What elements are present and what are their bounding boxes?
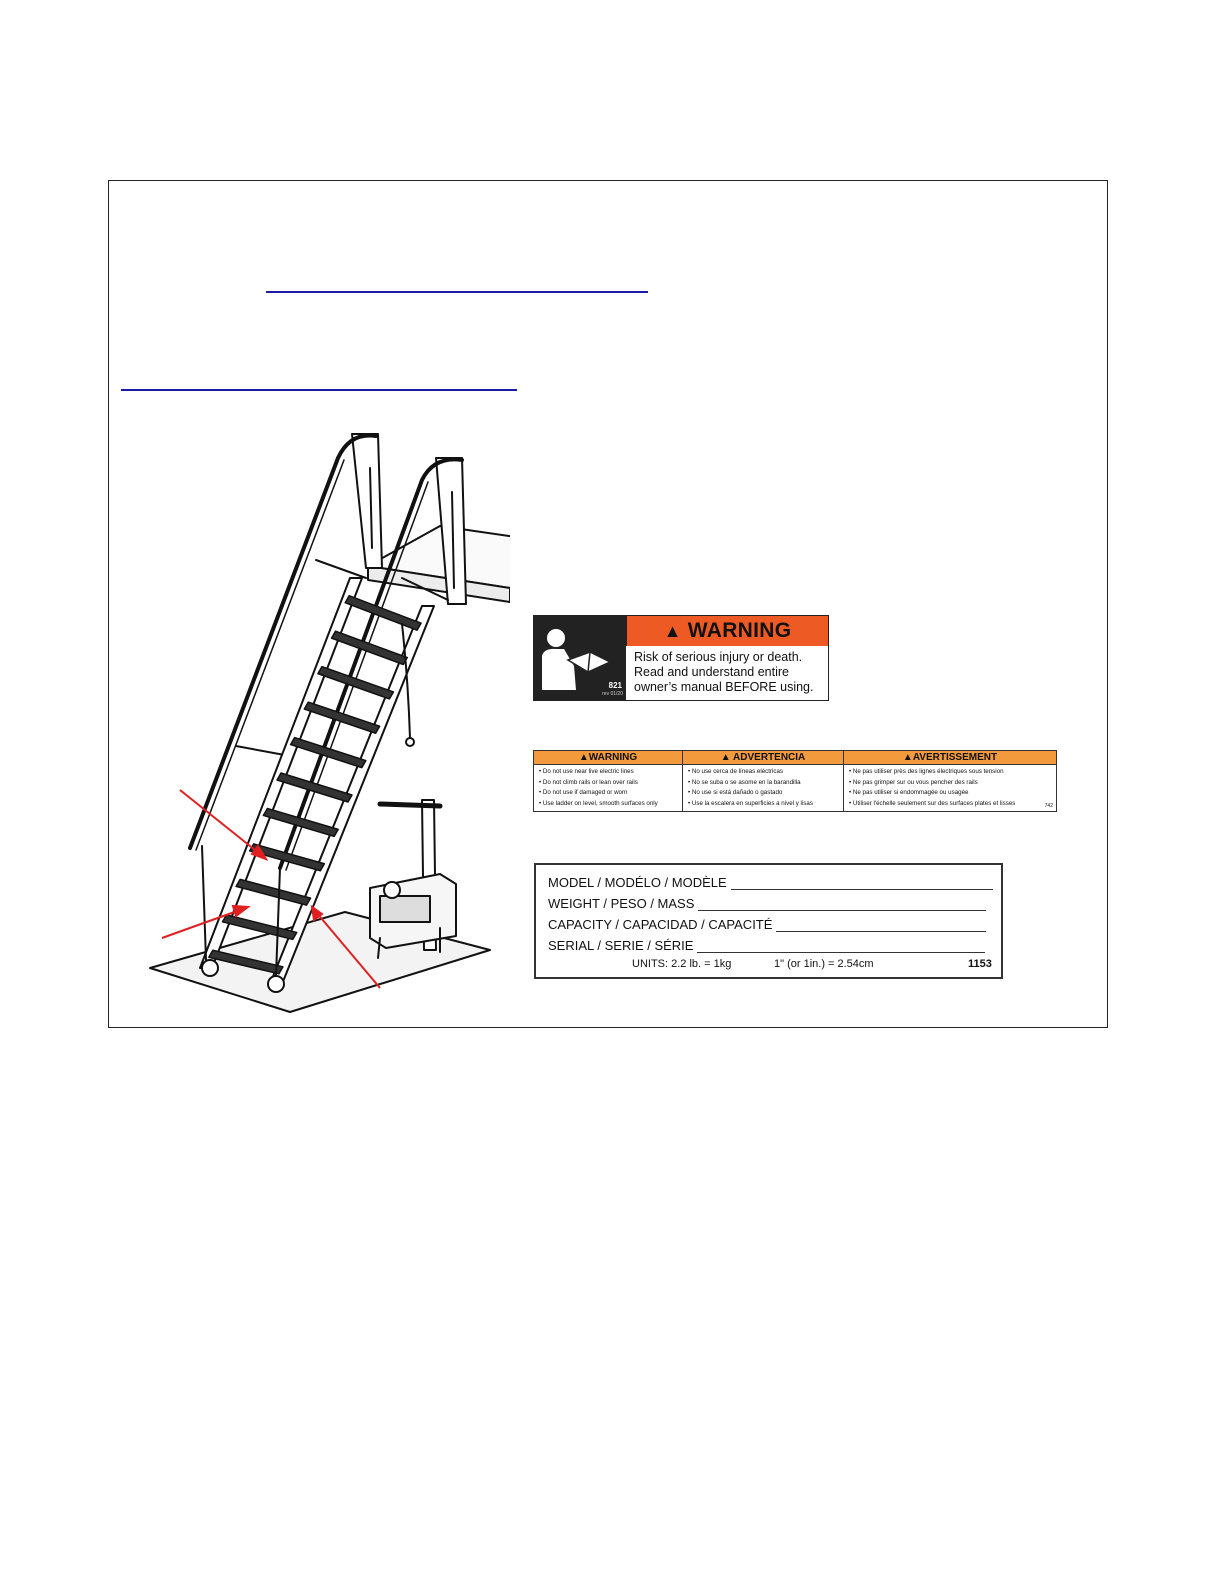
- warning-decal: [533, 615, 829, 701]
- model-info-decal: [534, 863, 1003, 979]
- units-note: UNITS: 2.2 lb. = 1kg: [632, 958, 732, 970]
- ladder-step: [332, 631, 408, 664]
- decal-number: 1153: [968, 958, 992, 970]
- weight-row: WEIGHT / PESO / MASS: [548, 896, 986, 911]
- decal-column-en: ▲WARNING • Do not use near live electric lines • Do not climb rails or lean over rails • Do not use if damaged or worn • Use ladder on level, smooth surfaces only: [534, 751, 683, 811]
- ladder-step: [345, 596, 421, 630]
- warning-triangle-icon: ▲: [902, 752, 913, 763]
- decal-column-es: ▲ ADVERTENCIA • No use cerca de líneas eléctricas • No se suba o se asome en la barandilla • No use si está dañado o gastado • Use la escalera en superficies a nivel y lisas: [683, 751, 844, 811]
- ladder-step: [236, 879, 310, 905]
- warning-heading: ▲ WARNING: [626, 616, 828, 646]
- warning-triangle-icon: ▲: [578, 752, 589, 763]
- serial-row: SERIAL / SERIE / SÉRIE: [548, 938, 985, 953]
- capacity-row: CAPACITY / CAPACIDAD / CAPACITÉ: [548, 917, 986, 932]
- model-row: MODEL / MODÉLO / MODÈLE: [548, 875, 993, 890]
- ladder-step: [304, 702, 379, 733]
- decal-code: 821: [608, 681, 622, 690]
- ladder-step: [318, 667, 394, 699]
- inch-note: 1" (or 1in.) = 2.54cm: [774, 958, 874, 970]
- decal-rev: rev 01/20: [602, 691, 623, 697]
- multilingual-warning-decal: [533, 750, 1057, 812]
- warning-text: Risk of serious injury or death. Read and understand entire owner’s manual BEFORE using.: [634, 650, 814, 694]
- rolling-ladder-illustration: [140, 428, 510, 1014]
- warning-triangle-icon: ▲: [663, 620, 682, 641]
- ladder-step: [291, 738, 366, 768]
- decal-column-fr: ▲AVERTISSEMENT • Ne pas utiliser près des lignes électriques sous tension • Ne pas grimper sur ou vous pencher des rails • Ne pas utiliser si endommagée ou usagée • Utiliser l'échelle seulement sur des surfaces plates et lisses 742: [844, 751, 1056, 811]
- link-underline-1[interactable]: [266, 291, 648, 293]
- link-underline-2[interactable]: [121, 389, 517, 391]
- read-manual-icon: [534, 616, 626, 700]
- decal-code: 742: [1044, 803, 1053, 809]
- warning-triangle-icon: ▲: [720, 752, 734, 763]
